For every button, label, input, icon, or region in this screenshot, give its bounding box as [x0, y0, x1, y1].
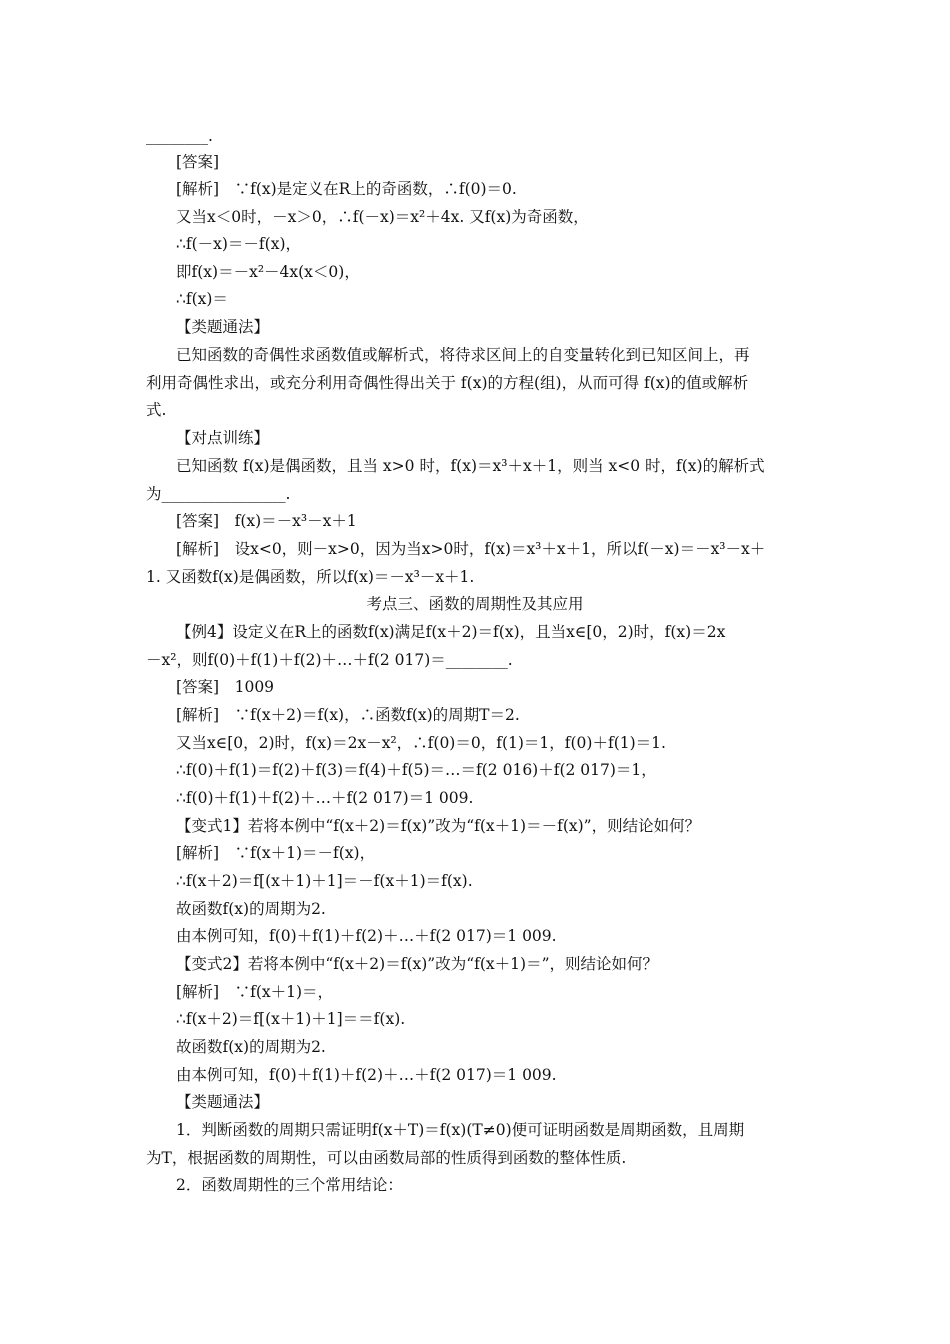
- analysis-line: ∴f(x＋2)＝f[(x＋1)＋1]＝－f(x＋1)＝f(x).: [176, 872, 473, 890]
- analysis-line: 由本例可知，f(0)＋f(1)＋f(2)＋…＋f(2 017)＝1 009.: [176, 1066, 557, 1084]
- paragraph-line: 利用奇偶性求出，或充分利用奇偶性得出关于 f(x)的方程(组)，从而可得 f(x)的值或解析: [146, 374, 749, 392]
- paragraph-line: 式.: [146, 401, 167, 419]
- analysis-line: ∴f(x＋2)＝f[(x＋1)＋1]＝＝f(x).: [176, 1010, 406, 1028]
- analysis-line: 故函数f(x)的周期为2.: [176, 1038, 326, 1056]
- analysis-line: 由本例可知，f(0)＋f(1)＋f(2)＋…＋f(2 017)＝1 009.: [176, 927, 557, 945]
- section-heading: 【类题通法】: [176, 318, 270, 336]
- paragraph-line: 1．判断函数的周期只需证明f(x＋T)＝f(x)(T≠0)便可证明函数是周期函数，且周期: [176, 1121, 745, 1139]
- analysis-line: ∴f(0)＋f(1)＋f(2)＋…＋f(2 017)＝1 009.: [176, 789, 474, 807]
- topic-title: 考点三、函数的周期性及其应用: [366, 595, 584, 613]
- analysis-line: [解析] ∵f(x＋2)＝f(x)，∴函数f(x)的周期T＝2.: [176, 706, 520, 724]
- analysis-line: 又当x∈[0，2)时，f(x)＝2x－x²，∴f(0)＝0，f(1)＝1，f(0)＋f(1)＝1.: [176, 734, 666, 752]
- paragraph-line: 已知函数的奇偶性求函数值或解析式，将待求区间上的自变量转化到已知区间上，再: [176, 346, 750, 364]
- answer-label: [答案]: [176, 153, 220, 171]
- section-heading: 【对点训练】: [176, 429, 270, 447]
- variant-line: 【变式2】若将本例中“f(x＋2)＝f(x)”改为“f(x＋1)＝”，则结论如何？: [176, 955, 659, 973]
- analysis-line: [解析] ∵f(x＋1)＝，: [176, 983, 334, 1001]
- paragraph-line: 为T，根据函数的周期性，可以由函数局部的性质得到函数的整体性质.: [146, 1149, 627, 1167]
- analysis-line: [解析] ∵f(x＋1)＝－f(x)，: [176, 844, 376, 862]
- analysis-line: [解析] 设x<0，则－x>0，因为当x>0时，f(x)＝x³＋x＋1，所以f(－x)＝－x³－x＋: [176, 540, 766, 558]
- analysis-line: ∴f(0)＋f(1)＝f(2)＋f(3)＝f(4)＋f(5)＝…＝f(2 016)＋f(2 017)＝1，: [176, 761, 657, 779]
- section-heading: 【类题通法】: [176, 1093, 270, 1111]
- analysis-line: [解析] ∵f(x)是定义在R上的奇函数，∴f(0)＝0.: [176, 180, 517, 198]
- analysis-line: ∴f(x)＝: [176, 290, 228, 308]
- variant-line: 【变式1】若将本例中“f(x＋2)＝f(x)”改为“f(x＋1)＝－f(x)”，则结论如何？: [176, 817, 701, 835]
- exercise-line: 为________________.: [146, 485, 291, 503]
- example-line: －x²，则f(0)＋f(1)＋f(2)＋…＋f(2 017)＝________.: [146, 651, 513, 669]
- blank-line: ________.: [146, 127, 213, 145]
- analysis-line: 故函数f(x)的周期为2.: [176, 900, 326, 918]
- analysis-line: ∴f(－x)＝－f(x)，: [176, 235, 302, 253]
- paragraph-line: 2．函数周期性的三个常用结论：: [176, 1176, 403, 1194]
- analysis-line: 1. 又函数f(x)是偶函数，所以f(x)＝－x³－x＋1.: [146, 568, 475, 586]
- answer-line: [答案] f(x)＝－x³－x＋1: [176, 512, 357, 530]
- answer-line: [答案] 1009: [176, 678, 275, 696]
- example-line: 【例4】设定义在R上的函数f(x)满足f(x＋2)＝f(x)，且当x∈[0，2)时，f(x)＝2x: [176, 623, 726, 641]
- analysis-line: 又当x＜0时，－x＞0，∴f(－x)＝x²＋4x. 又f(x)为奇函数，: [176, 208, 589, 226]
- exercise-line: 已知函数 f(x)是偶函数，且当 x>0 时，f(x)＝x³＋x＋1，则当 x<0 时，f(x)的解析式: [176, 457, 765, 475]
- analysis-line: 即f(x)＝－x²－4x(x＜0)，: [176, 263, 360, 281]
